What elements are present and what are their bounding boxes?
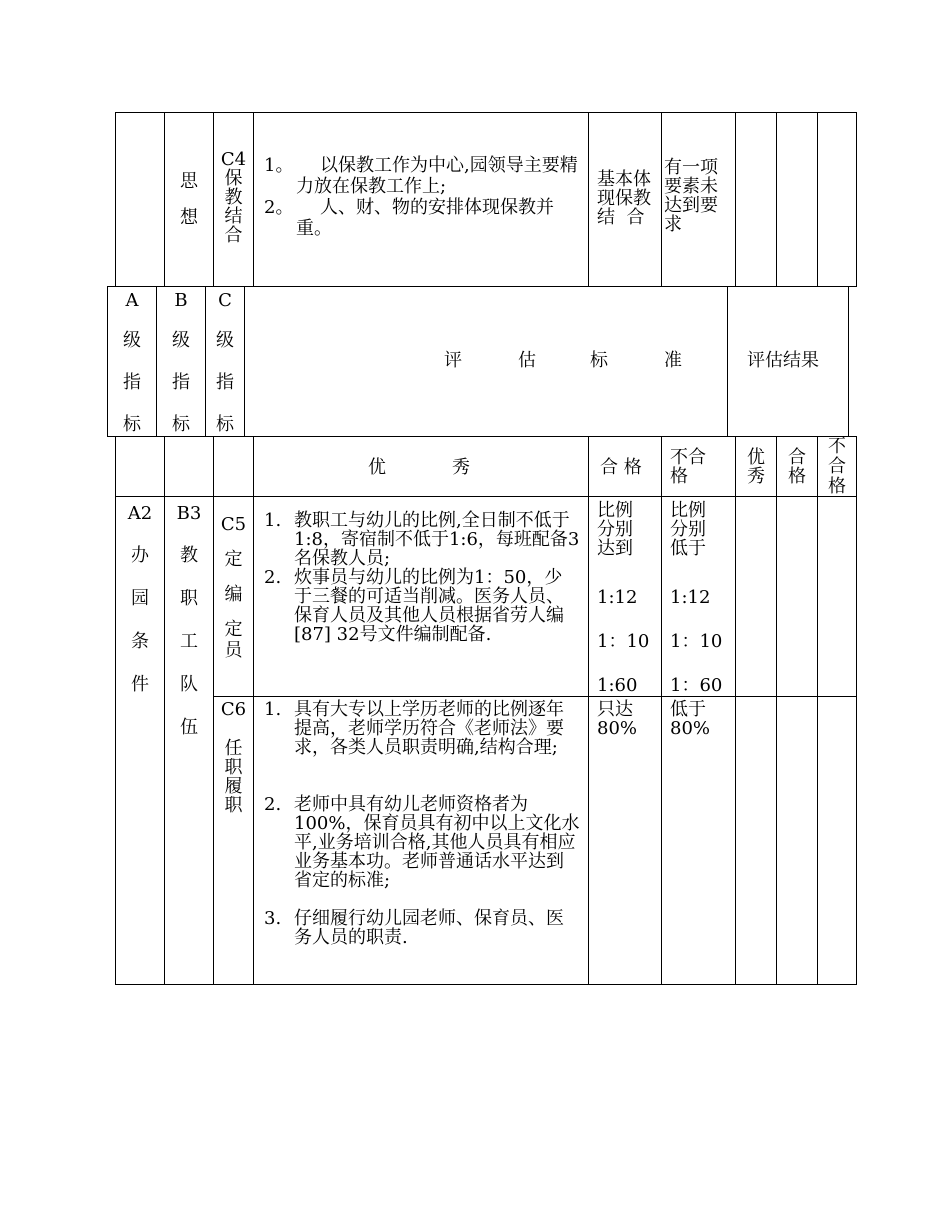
section-b-char: 队: [180, 674, 198, 695]
c5-pass-head-line: 达到: [597, 538, 633, 559]
c5-label-char: 编: [224, 584, 243, 605]
c6-pass-line: 80%: [597, 718, 638, 739]
c6-item-text: 仔细履行幼儿园老师、保育员、医务人员的职责.: [294, 908, 564, 948]
c5-fail-ratio: 1：60: [670, 675, 723, 696]
c6-pass-line: 只达: [597, 699, 633, 720]
header-a-char: 级: [123, 330, 141, 351]
c6-item: [264, 795, 580, 890]
c5-item-text: 教职工与幼儿的比例,全日制不低于1:8，寄宿制不低于1:6，每班配备3名保教人员;: [294, 510, 580, 569]
c6-pass-cell: [588, 696, 662, 985]
header-a-char: A: [125, 290, 139, 311]
c6-fail-line: 低于: [670, 699, 706, 720]
section-a-cell: [115, 496, 165, 985]
section-a-char: A2: [127, 503, 153, 524]
row1-result-pass: [776, 112, 818, 287]
row1-fail-line: 求: [664, 214, 682, 235]
c5-item-num: 1.: [264, 510, 282, 531]
c6-label-char: 职: [224, 757, 243, 778]
section-b-char: 工: [180, 631, 198, 652]
c5-standard-cell: [253, 496, 589, 697]
c6-standard-cell: [253, 696, 589, 985]
row1-result-fail: [817, 112, 857, 287]
section-a-char: 园: [131, 588, 149, 609]
row1-item-text: 以保教工作为中心,园领导主要精力放在保教工作上;: [296, 155, 578, 197]
c6-label-char: 任: [224, 738, 243, 759]
header-b-char: 级: [172, 330, 190, 351]
row1-pass-cell: [588, 112, 662, 287]
c6-result-excellent: [735, 696, 777, 985]
header-b-cell: [156, 286, 206, 437]
c5-label-cell: [213, 496, 254, 697]
row1-fail-line: 达到要: [664, 195, 718, 216]
row1-c-char: C4: [220, 149, 247, 170]
header-b-char: B: [174, 290, 188, 311]
header-b-char: 指: [172, 372, 190, 393]
c6-item-num: 2.: [264, 794, 282, 815]
header-c-cell: [205, 286, 245, 437]
header-c-char: 级: [216, 330, 234, 351]
subheader-excellent-char: 优: [368, 457, 386, 478]
c6-label-char: 职: [224, 795, 243, 816]
subheader-result-char: 格: [828, 476, 846, 497]
c5-fail-head: [670, 501, 735, 558]
section-b-char: 伍: [180, 717, 198, 738]
row1-c-char: 保: [224, 168, 243, 189]
subheader-result-fail: [817, 436, 857, 497]
header-a-char: 指: [123, 372, 141, 393]
row1-pass-line: 现保教: [597, 188, 651, 209]
row1-b-cell: [164, 112, 214, 287]
subheader-result-char: 优: [747, 447, 765, 468]
row1-a-cell: [115, 112, 165, 287]
section-b-char: B3: [176, 503, 202, 524]
c6-label-cell: [213, 696, 254, 985]
c6-item: [264, 909, 580, 947]
section-b-char: 教: [180, 545, 198, 566]
row1-b-char: 思: [180, 171, 198, 192]
section-b-cell: [164, 496, 214, 985]
c5-fail-cell: [661, 496, 736, 697]
subheader-b-cell: [164, 436, 214, 497]
subheader-fail-line: 格: [670, 466, 688, 487]
header-result-label: 评估结果: [747, 350, 819, 371]
c5-fail-ratio: 1：10: [670, 631, 723, 652]
c6-fail-line: 80%: [670, 718, 711, 739]
c5-fail-head-line: 分别: [670, 519, 706, 540]
c6-label-char: 履: [224, 776, 243, 797]
header-c-char: 指: [216, 372, 234, 393]
row1-b-char: 想: [180, 207, 198, 228]
subheader-result-char: 秀: [747, 466, 765, 487]
c6-fail-cell: [661, 696, 736, 985]
row1-c-char: 教: [224, 187, 243, 208]
c6-result-pass: [776, 696, 818, 985]
row1-fail-line: 有一项: [664, 157, 718, 178]
c6-result-fail: [817, 696, 857, 985]
header-standard-char: 标: [590, 350, 608, 371]
subheader-fail-line: 不合: [670, 447, 706, 468]
subheader-result-char: 合: [828, 456, 846, 477]
section-a-char: 件: [131, 674, 149, 695]
subheader-result-char: 格: [788, 466, 806, 487]
c5-result-fail: [817, 496, 857, 697]
c5-result-excellent: [735, 496, 777, 697]
header-result-cell: [727, 286, 849, 437]
c5-pass-head: [597, 501, 661, 558]
section-a-char: 办: [131, 545, 149, 566]
c5-label-char: 定: [224, 549, 243, 570]
subheader-excellent-cell: [253, 436, 589, 497]
c5-item: [264, 511, 580, 568]
row1-standard-cell: [253, 112, 589, 287]
row1-c-char: 结: [224, 206, 243, 227]
c6-item-text: 具有大专以上学历老师的比例逐年提高，老师学历符合《老师法》要求，各类人员职责明确,结构合理;: [294, 699, 564, 758]
row1-pass-line: 基本体: [597, 169, 651, 190]
header-b-char: 标: [172, 414, 190, 435]
header-standard-char: 准: [664, 350, 682, 371]
row1-c-char: 合: [224, 225, 243, 246]
subheader-c-cell: [213, 436, 254, 497]
c5-label-char: 员: [224, 640, 243, 661]
section-b-char: 职: [180, 588, 198, 609]
header-c-char: 标: [216, 414, 234, 435]
row1-item-num: 1。: [264, 155, 294, 176]
header-c-char: C: [218, 290, 232, 311]
header-a-char: 标: [123, 414, 141, 435]
c5-pass-ratio: 1：10: [597, 631, 650, 652]
row1-fail-cell: [661, 112, 736, 287]
c5-result-pass: [776, 496, 818, 697]
subheader-fail-cell: [661, 436, 736, 497]
row1-item: [264, 197, 580, 239]
c5-pass-ratio: 1:60: [597, 675, 638, 696]
c5-pass-ratio: 1:12: [597, 587, 638, 608]
c5-pass-cell: [588, 496, 662, 697]
c5-item-text: 炊事员与幼儿的比例为1：50，少于三餐的可适当削减。医务人员、保育人员及其他人员根据省劳人编[87] 32号文件编制配备.: [294, 567, 564, 645]
c5-fail-ratio: 1:12: [670, 587, 711, 608]
c5-fail-head-line: 低于: [670, 538, 706, 559]
row1-item: [264, 155, 580, 197]
row1-pass-line: 结 合: [597, 207, 645, 228]
subheader-pass-label: 合 格: [600, 457, 642, 478]
subheader-a-cell: [115, 436, 165, 497]
subheader-result-char: 合: [788, 447, 806, 468]
c6-item-text: 老师中具有幼儿老师资格者为100%，保育员具有初中以上文化水平,业务培训合格,其他人员具有相应业务基本功。老师普通话水平达到省定的标准;: [294, 794, 580, 891]
header-a-cell: [107, 286, 157, 437]
subheader-result-excellent: [735, 436, 777, 497]
section-a-char: 条: [131, 631, 149, 652]
c5-fail-head-line: 比例: [670, 500, 706, 521]
header-standard-char: 评: [444, 350, 462, 371]
subheader-result-pass: [776, 436, 818, 497]
c6-label-char: C6: [220, 699, 247, 720]
c5-label-char: C5: [220, 514, 247, 535]
c5-pass-head-line: 比例: [597, 500, 633, 521]
row1-c-cell: [213, 112, 254, 287]
c5-label-char: 定: [224, 619, 243, 640]
subheader-result-char: 不: [828, 436, 846, 457]
row1-item-num: 2。: [264, 197, 294, 218]
subheader-pass-cell: [588, 436, 662, 497]
row1-fail-line: 要素未: [664, 176, 718, 197]
c5-item-num: 2.: [264, 567, 282, 588]
row1-result-excellent: [735, 112, 777, 287]
row1-item-text: 人、财、物的安排体现保教并重。: [296, 197, 554, 239]
c5-pass-head-line: 分别: [597, 519, 633, 540]
header-standard-char: 估: [518, 350, 536, 371]
header-standard-cell: [244, 286, 728, 437]
c6-item: [264, 700, 580, 757]
c6-item-num: 3.: [264, 908, 282, 929]
subheader-excellent-char: 秀: [452, 457, 470, 478]
c6-item-num: 1.: [264, 699, 282, 720]
c5-item: [264, 568, 580, 644]
